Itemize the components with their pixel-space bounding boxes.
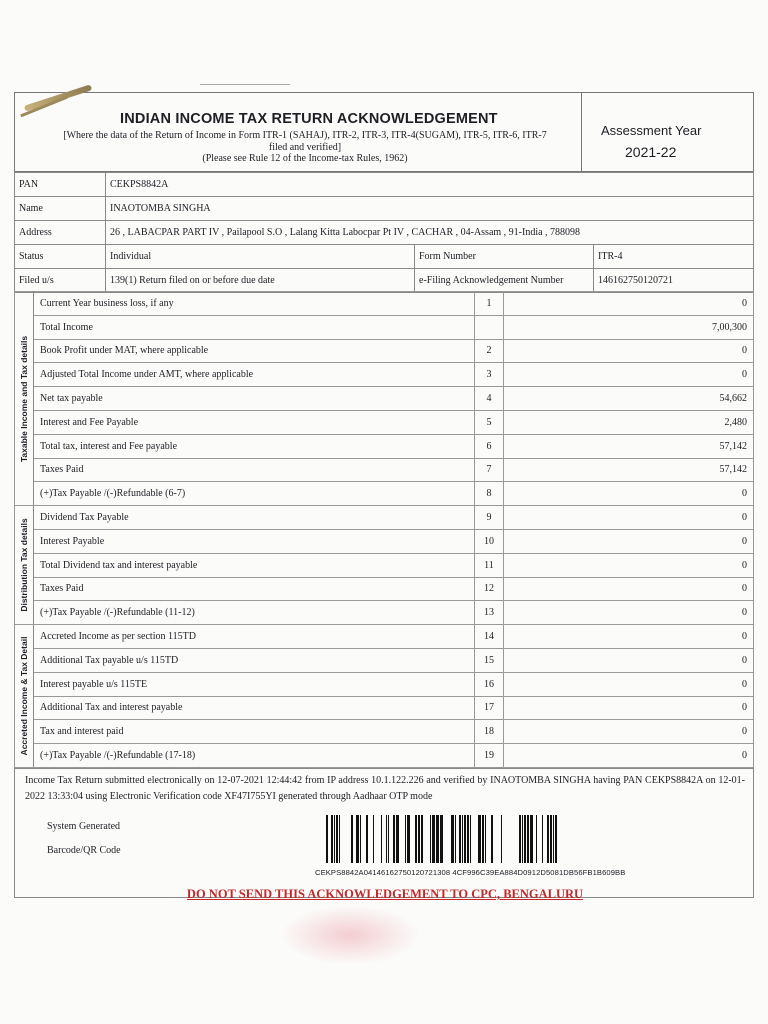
row-number: 18 [475, 720, 504, 744]
row-number: 2 [475, 339, 504, 363]
tax-row [15, 648, 754, 672]
info-row [15, 269, 754, 293]
name-value: INAOTOMBA SINGHA [106, 197, 754, 221]
status-value: Individual [106, 245, 415, 269]
row-number: 5 [475, 410, 504, 434]
section-label: Distribution Tax details [19, 518, 29, 612]
row-label: Adjusted Total Income under AMT, where applicable [34, 363, 475, 387]
barcode-bar [351, 815, 353, 863]
row-label: Interest and Fee Payable [34, 410, 475, 434]
barcode-bar [536, 815, 537, 863]
barcode-bar [550, 815, 552, 863]
tax-row [15, 363, 754, 387]
section-label: Accreted Income & Tax Detail [19, 636, 29, 756]
section-label-cell [15, 625, 34, 768]
taxpayer-info-table [14, 172, 754, 293]
tax-row [15, 577, 754, 601]
barcode-bar [366, 815, 368, 863]
row-label: Dividend Tax Payable [34, 506, 475, 530]
row-number: 9 [475, 506, 504, 530]
section-label-cell [15, 292, 34, 506]
barcode-icon [326, 815, 558, 863]
tax-row [15, 506, 754, 530]
barcode-bar [373, 815, 374, 863]
name-label: Name [15, 197, 106, 221]
barcode-bar [415, 815, 417, 863]
subtitle-line: filed and verified] [268, 141, 342, 153]
verification-footer [14, 768, 754, 901]
barcode-bar [555, 815, 557, 863]
barcode-bar [339, 815, 340, 863]
address-label: Address [15, 221, 106, 245]
assessment-year-value: 2021-22 [625, 144, 677, 160]
info-row [15, 197, 754, 221]
subtitle-line: (Please see Rule 12 of the Income-tax Rules, 1962) [202, 153, 408, 164]
row-number: 11 [475, 553, 504, 577]
barcode-bar [360, 815, 361, 863]
form-number-value: ITR-4 [594, 245, 754, 269]
ack-number-label: e-Filing Acknowledgement Number [415, 269, 594, 293]
row-label: Interest payable u/s 115TE [34, 672, 475, 696]
row-number: 19 [475, 744, 504, 768]
row-amount: 0 [504, 720, 754, 744]
row-amount: 54,662 [504, 387, 754, 411]
row-label: Net tax payable [34, 387, 475, 411]
barcode-bar [462, 815, 463, 863]
row-label: Book Profit under MAT, where applicable [34, 339, 475, 363]
address-value: 26 , LABACPAR PART IV , Pailapool S.O , Lalang Kitta Labocpar Pt IV , CACHAR , 04-Assam , 91-India , 788098 [106, 221, 754, 245]
system-generated-label: System Generated [47, 821, 121, 832]
row-amount: 0 [504, 672, 754, 696]
tax-row [15, 292, 754, 316]
row-amount: 0 [504, 482, 754, 506]
pan-value: CEKPS8842A [106, 173, 754, 197]
row-number: 10 [475, 529, 504, 553]
row-label: Total Dividend tax and interest payable [34, 553, 475, 577]
barcode-bar [421, 815, 423, 863]
tax-row [15, 744, 754, 768]
page-title: INDIAN INCOME TAX RETURN ACKNOWLEDGEMENT [120, 111, 498, 127]
barcode-bar [530, 815, 533, 863]
tax-row [15, 410, 754, 434]
row-number: 4 [475, 387, 504, 411]
row-label: Total tax, interest and Fee payable [34, 434, 475, 458]
row-label: (+)Tax Payable /(-)Refundable (11-12) [34, 601, 475, 625]
barcode-bar [522, 815, 523, 863]
barcode-bar [418, 815, 420, 863]
row-label: Current Year business loss, if any [34, 292, 475, 316]
tax-row [15, 625, 754, 649]
barcode-bar [485, 815, 486, 863]
barcode-bar [455, 815, 456, 863]
tax-row [15, 696, 754, 720]
barcode-bar [331, 815, 333, 863]
tax-row [15, 339, 754, 363]
tax-row [15, 458, 754, 482]
row-amount: 0 [504, 363, 754, 387]
row-number: 13 [475, 601, 504, 625]
barcode-bar [547, 815, 549, 863]
row-number: 17 [475, 696, 504, 720]
row-number: 14 [475, 625, 504, 649]
filed-value: 139(1) Return filed on or before due date [106, 269, 415, 293]
barcode-bar [405, 815, 406, 863]
row-amount: 2,480 [504, 410, 754, 434]
barcode-bar [470, 815, 471, 863]
barcode-bar [432, 815, 435, 863]
tax-row [15, 434, 754, 458]
tax-details-table [14, 291, 754, 768]
row-amount: 0 [504, 601, 754, 625]
barcode-bar [501, 815, 502, 863]
tax-row [15, 387, 754, 411]
barcode-bar [334, 815, 335, 863]
row-number: 3 [475, 363, 504, 387]
row-label: Interest Payable [34, 529, 475, 553]
barcode-bar [527, 815, 529, 863]
barcode-bar [451, 815, 454, 863]
header-box [14, 92, 754, 172]
tax-row [15, 315, 754, 339]
tax-row [15, 601, 754, 625]
barcode-label: Barcode/QR Code [47, 845, 121, 856]
barcode-bar [388, 815, 389, 863]
row-label: Total Income [34, 315, 475, 339]
tax-row [15, 482, 754, 506]
info-row [15, 245, 754, 269]
row-amount: 57,142 [504, 434, 754, 458]
barcode-bar [478, 815, 481, 863]
barcode-bar [430, 815, 431, 863]
barcode-bar [459, 815, 461, 863]
row-label: (+)Tax Payable /(-)Refundable (6-7) [34, 482, 475, 506]
tax-row [15, 553, 754, 577]
row-amount: 0 [504, 648, 754, 672]
barcode-bar [467, 815, 469, 863]
row-amount: 0 [504, 625, 754, 649]
row-label: Additional Tax payable u/s 115TD [34, 648, 475, 672]
barcode-text: CEKPS8842A04146162750120721308 4CF996C39EA884D0912D5081DB56FB1B609BB [315, 868, 626, 877]
barcode-bar [356, 815, 359, 863]
do-not-send-notice: DO NOT SEND THIS ACKNOWLEDGEMENT TO CPC, BENGALURU [186, 887, 584, 901]
submission-statement: Income Tax Return submitted electronically on 12-07-2021 12:44:42 from IP address 10.1.122.226 and verified by INAOTOMBA SINGHA having PAN CEKPS8842A on 12-01-2022 13:33:04 using Electronic Verification code XF47I755YI generated through Aadhaar OTP mode [25, 775, 745, 802]
row-number: 12 [475, 577, 504, 601]
barcode-bar [393, 815, 395, 863]
acknowledgement-page [14, 92, 754, 912]
row-amount: 57,142 [504, 458, 754, 482]
tax-row [15, 529, 754, 553]
subtitle-line: [Where the data of the Return of Income in Form ITR-1 (SAHAJ), ITR-2, ITR-3, ITR-4(SUGAM), ITR-5, ITR-6, ITR-7 [63, 130, 547, 141]
row-number: 8 [475, 482, 504, 506]
row-amount: 0 [504, 577, 754, 601]
status-label: Status [15, 245, 106, 269]
row-number: 16 [475, 672, 504, 696]
barcode-bar [436, 815, 439, 863]
barcode-bar [326, 815, 328, 863]
barcode-bar [440, 815, 443, 863]
scan-edge-line [200, 84, 290, 85]
barcode-bar [381, 815, 382, 863]
row-amount: 0 [504, 553, 754, 577]
stamp-smudge [280, 905, 420, 965]
form-subtitle [35, 130, 575, 165]
row-amount: 0 [504, 744, 754, 768]
section-label: Taxable Income and Tax details [19, 335, 29, 462]
row-number: 7 [475, 458, 504, 482]
barcode-bar [464, 815, 466, 863]
ack-number-value: 146162750120721 [594, 269, 754, 293]
row-amount: 0 [504, 506, 754, 530]
barcode-bar [396, 815, 399, 863]
tax-row [15, 720, 754, 744]
row-label: Tax and interest paid [34, 720, 475, 744]
section-label-cell [15, 506, 34, 625]
barcode-bar [542, 815, 543, 863]
row-number: 1 [475, 292, 504, 316]
barcode-bar [519, 815, 521, 863]
row-label: Accreted Income as per section 115TD [34, 625, 475, 649]
barcode-bar [524, 815, 526, 863]
row-label: Taxes Paid [34, 577, 475, 601]
row-label: Taxes Paid [34, 458, 475, 482]
header-title-cell [15, 93, 582, 171]
barcode-bar [553, 815, 554, 863]
barcode-bar [407, 815, 410, 863]
pan-label: PAN [15, 173, 106, 197]
row-amount: 0 [504, 339, 754, 363]
row-amount: 0 [504, 696, 754, 720]
row-number: 15 [475, 648, 504, 672]
form-number-label: Form Number [415, 245, 594, 269]
barcode-bar [386, 815, 387, 863]
row-number: 6 [475, 434, 504, 458]
barcode-bar [336, 815, 338, 863]
tax-row [15, 672, 754, 696]
row-label: Additional Tax and interest payable [34, 696, 475, 720]
row-number [475, 315, 504, 339]
row-label: (+)Tax Payable /(-)Refundable (17-18) [34, 744, 475, 768]
filed-label: Filed u/s [15, 269, 106, 293]
assessment-year-label: Assessment Year [601, 123, 702, 138]
barcode-bar [491, 815, 493, 863]
barcode-bar [482, 815, 484, 863]
row-amount: 0 [504, 292, 754, 316]
row-amount: 0 [504, 529, 754, 553]
row-amount: 7,00,300 [504, 315, 754, 339]
info-row [15, 173, 754, 197]
info-row [15, 221, 754, 245]
